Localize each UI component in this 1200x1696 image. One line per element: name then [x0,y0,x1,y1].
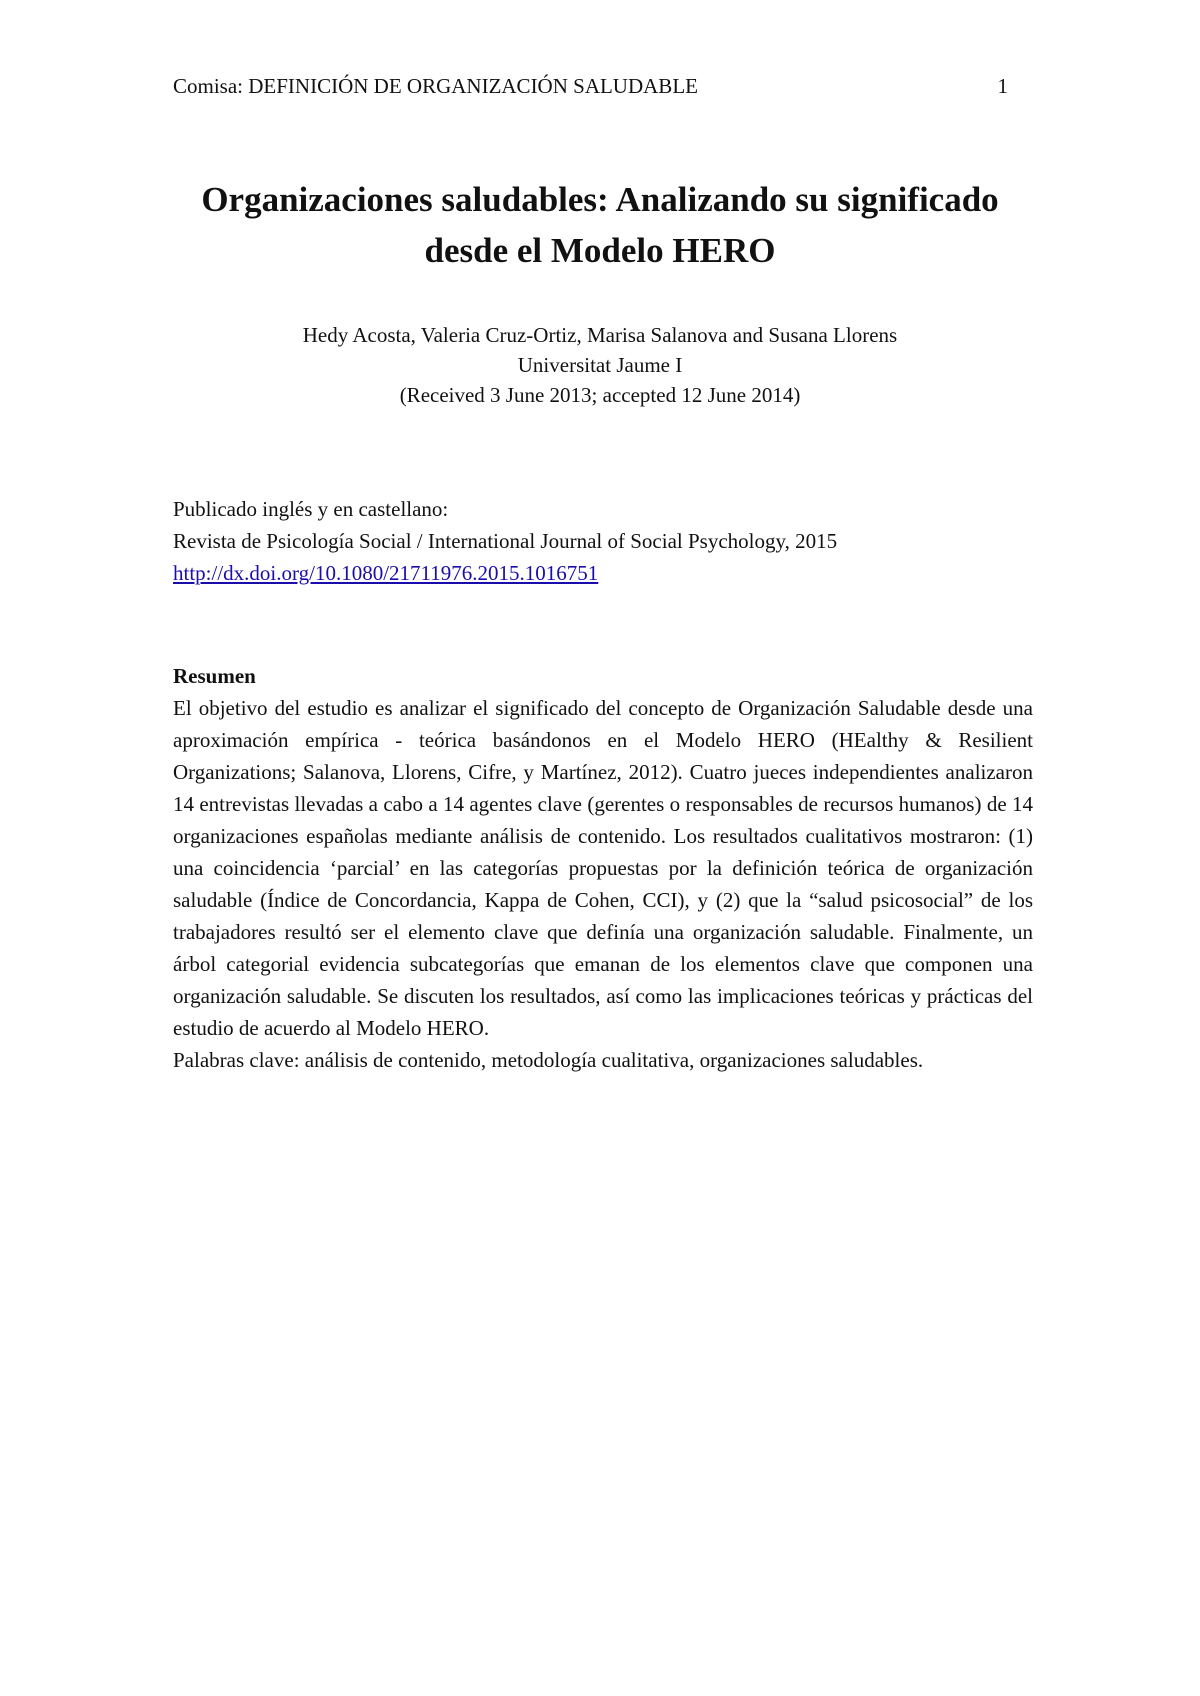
abstract-heading: Resumen [173,664,256,688]
paper-title-line-2: desde el Modelo HERO [424,231,776,270]
running-head-text: Comisa: DEFINICIÓN DE ORGANIZACIÓN SALUDABLE [173,74,698,98]
received-dates: (Received 3 June 2013; accepted 12 June 2014) [399,383,801,407]
abstract-body: El objetivo del estudio es analizar el significado del concepto de Organización Saludable desde una aproximación empírica - teórica basándonos en el Modelo HERO (HEalthy & Resilient Organizations; Salanova, Llorens, Cifre, y Martínez, 2012). Cuatro jueces independientes analizaron 14 entrevistas llevadas a cabo a 14 agentes clave (gerentes o responsables de recursos humanos) de 14 organizaciones españolas mediante análisis de contenido. Los resultados cualitativos mostraron: (1) una coincidencia ‘parcial’ en las categorías propuestas por la definición teórica de organización saludable (Índice de Concordancia, Kappa de Cohen, CCI), y (2) que la “salud psicosocial” de los trabajadores resultó ser el elemento clave que definía una organización saludable. Finalmente, un árbol categorial evidencia subcategorías que emanan de los elementos clave que componen una organización saludable. Se discuten los resultados, así como las implicaciones teóricas y prácticas del estudio de acuerdo al Modelo HERO. [173,696,1033,1040]
paper-title-line-1: Organizaciones saludables: Analizando su significado [201,180,999,219]
running-head [173,72,1008,100]
affiliation: Universitat Jaume I [517,353,683,377]
page-number: 1 [997,74,1008,98]
paper-title [120,174,1080,276]
journal-citation: Revista de Psicología Social / International Journal of Social Psychology, 2015 [173,529,838,553]
publication-info [173,493,1033,589]
abstract-section [173,660,1033,1076]
byline [120,320,1080,410]
authors: Hedy Acosta, Valeria Cruz-Ortiz, Marisa Salanova and Susana Llorens [302,323,898,347]
doi-link[interactable]: http://dx.doi.org/10.1080/21711976.2015.1016751 [173,561,599,585]
keywords: Palabras clave: análisis de contenido, metodología cualitativa, organizaciones saludables. [173,1048,924,1072]
publication-note: Publicado inglés y en castellano: [173,497,449,521]
